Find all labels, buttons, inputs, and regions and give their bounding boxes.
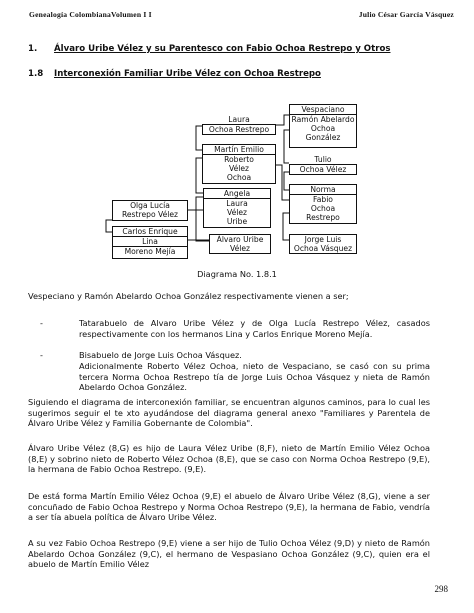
list-item-text: Bisabuelo de Jorge Luis Ochoa Vásquez. <box>79 350 242 360</box>
node-label: Álvaro Uribe <box>209 234 271 244</box>
node-label: Laura <box>226 199 248 208</box>
node-label: Moreno Mejía <box>124 247 176 256</box>
node-label: Fabio <box>313 195 333 204</box>
list-item-text: Tatarabuelo de Alvaro Uribe Vélez y de Olga Lucía Restrepo Vélez, casados respectivamente con los hermanos Lina y Carlos Enrique Moreno Mejía. <box>79 318 430 339</box>
node-label: Tulio <box>314 155 332 164</box>
node-olga-lucia <box>112 200 188 221</box>
node-label: Ochoa Vélez <box>289 164 357 175</box>
node-label: Vélez <box>226 208 248 217</box>
list-item-text: Adicionalmente Roberto Vélez Ochoa, nieto de Vespaciano, se casó con su prima tercera Norma Ochoa Restrepo tía de Jorge Luis Ochoa Vásquez y nieta de Ramón Abelardo Ochoa González. <box>79 361 430 393</box>
node-label: Restrepo <box>306 213 340 222</box>
body-paragraph: De está forma Martín Emilio Vélez Ochoa (9,E) el abuelo de Álvaro Uribe Vélez (8,G), viene a ser concuñado de Fabio Ochoa Restrepo y Norma Ochoa Restrepo (9,E), la hermana de Fabio, vendría a ser tía abuela política de Álvaro Uribe Vélez. <box>28 491 430 523</box>
node-norma-fabio <box>289 184 357 224</box>
node-label: Ochoa <box>226 173 252 182</box>
node-label: Ochoa Vásquez <box>289 244 357 254</box>
node-carlos-lina <box>112 226 188 259</box>
section-number: 1. <box>28 44 38 54</box>
subsection-number: 1.8 <box>28 69 44 79</box>
node-label: Vélez <box>228 164 250 173</box>
node-tulio <box>289 155 357 177</box>
node-label: Ochoa <box>310 124 336 133</box>
body-paragraph: Siguiendo el diagrama de interconexión familiar, se encuentran algunos caminos, para lo cual les sugerimos seguir el te xto ayudándose del diagrama general anexo "Familiares y Parentela de Álvaro Uribe Vélez y Familia Gobernante de Colombia". <box>28 397 430 429</box>
node-label: Angela <box>204 189 270 199</box>
list-item <box>28 361 430 393</box>
page-number: 298 <box>434 584 448 594</box>
node-alvaro-uribe <box>209 234 271 255</box>
node-label: González <box>305 133 341 142</box>
node-vespaciano-ramon <box>289 104 357 148</box>
node-label: Ochoa <box>310 204 336 213</box>
body-paragraph: A su vez Fabio Ochoa Restrepo (9,E) viene a ser hijo de Tulio Ochoa Vélez (9,D) y nieto de Ramón Abelardo Ochoa González (9,C), el hermano de Vespasiano Ochoa González (9,C), quien era el abuelo de Martín Emilio Vélez <box>28 538 430 570</box>
list-item: - Tatarabuelo de Alvaro Uribe Vélez y de Olga Lucía Restrepo Vélez, casados respectivamente con los hermanos Lina y Carlos Enrique Moreno Mejía. <box>40 318 430 339</box>
node-label: Jorge Luis <box>289 234 357 244</box>
section-title: Álvaro Uribe Vélez y su Parentesco con Fabio Ochoa Restrepo y Otros <box>54 44 391 54</box>
node-label: Restrepo Vélez <box>121 210 179 219</box>
intro-paragraph: Vespeciano y Ramón Abelardo Ochoa González respectivamente vienen a ser; <box>28 291 349 301</box>
node-label: Norma <box>290 185 356 195</box>
node-martin-roberto <box>202 144 276 184</box>
diagram-caption: Diagrama No. 1.8.1 <box>197 269 277 279</box>
node-label: Roberto <box>224 155 254 164</box>
node-jorge-luis <box>289 234 357 255</box>
node-label: Martín Emilio <box>203 145 275 155</box>
body-paragraph: Álvaro Uribe Vélez (8,G) es hijo de Laura Vélez Uribe (8,F), nieto de Martín Emilio Vélez Ochoa (8,E) y sobrino nieto de Roberto Vélez Ochoa (8,E), que se caso con Norma Ochoa Restrepo (9,E), la hermana de Fabio Ochoa Restrepo. (9,E). <box>28 443 430 475</box>
node-label: Ramón Abelardo <box>291 115 355 124</box>
node-label: Olga Lucía <box>130 201 170 210</box>
node-label: Carlos Enrique <box>113 227 187 237</box>
subsection-title: Interconexión Familiar Uribe Vélez con Ochoa Restrepo <box>54 69 321 79</box>
node-laura-ochoa <box>202 115 276 137</box>
node-label: Vélez <box>209 244 271 254</box>
node-label: Uribe <box>226 217 248 226</box>
node-label: Lina <box>113 237 187 247</box>
node-label: Laura <box>228 115 250 124</box>
list-item: - Bisabuelo de Jorge Luis Ochoa Vásquez. <box>28 350 430 361</box>
node-label: Ochoa Restrepo <box>202 124 276 135</box>
node-label: Vespaciano <box>290 105 356 115</box>
node-angela-laura <box>203 188 271 228</box>
header-right: Julio César García Vásquez <box>358 10 454 19</box>
header-left: Genealogía ColombianaVolumen I I <box>29 10 152 19</box>
